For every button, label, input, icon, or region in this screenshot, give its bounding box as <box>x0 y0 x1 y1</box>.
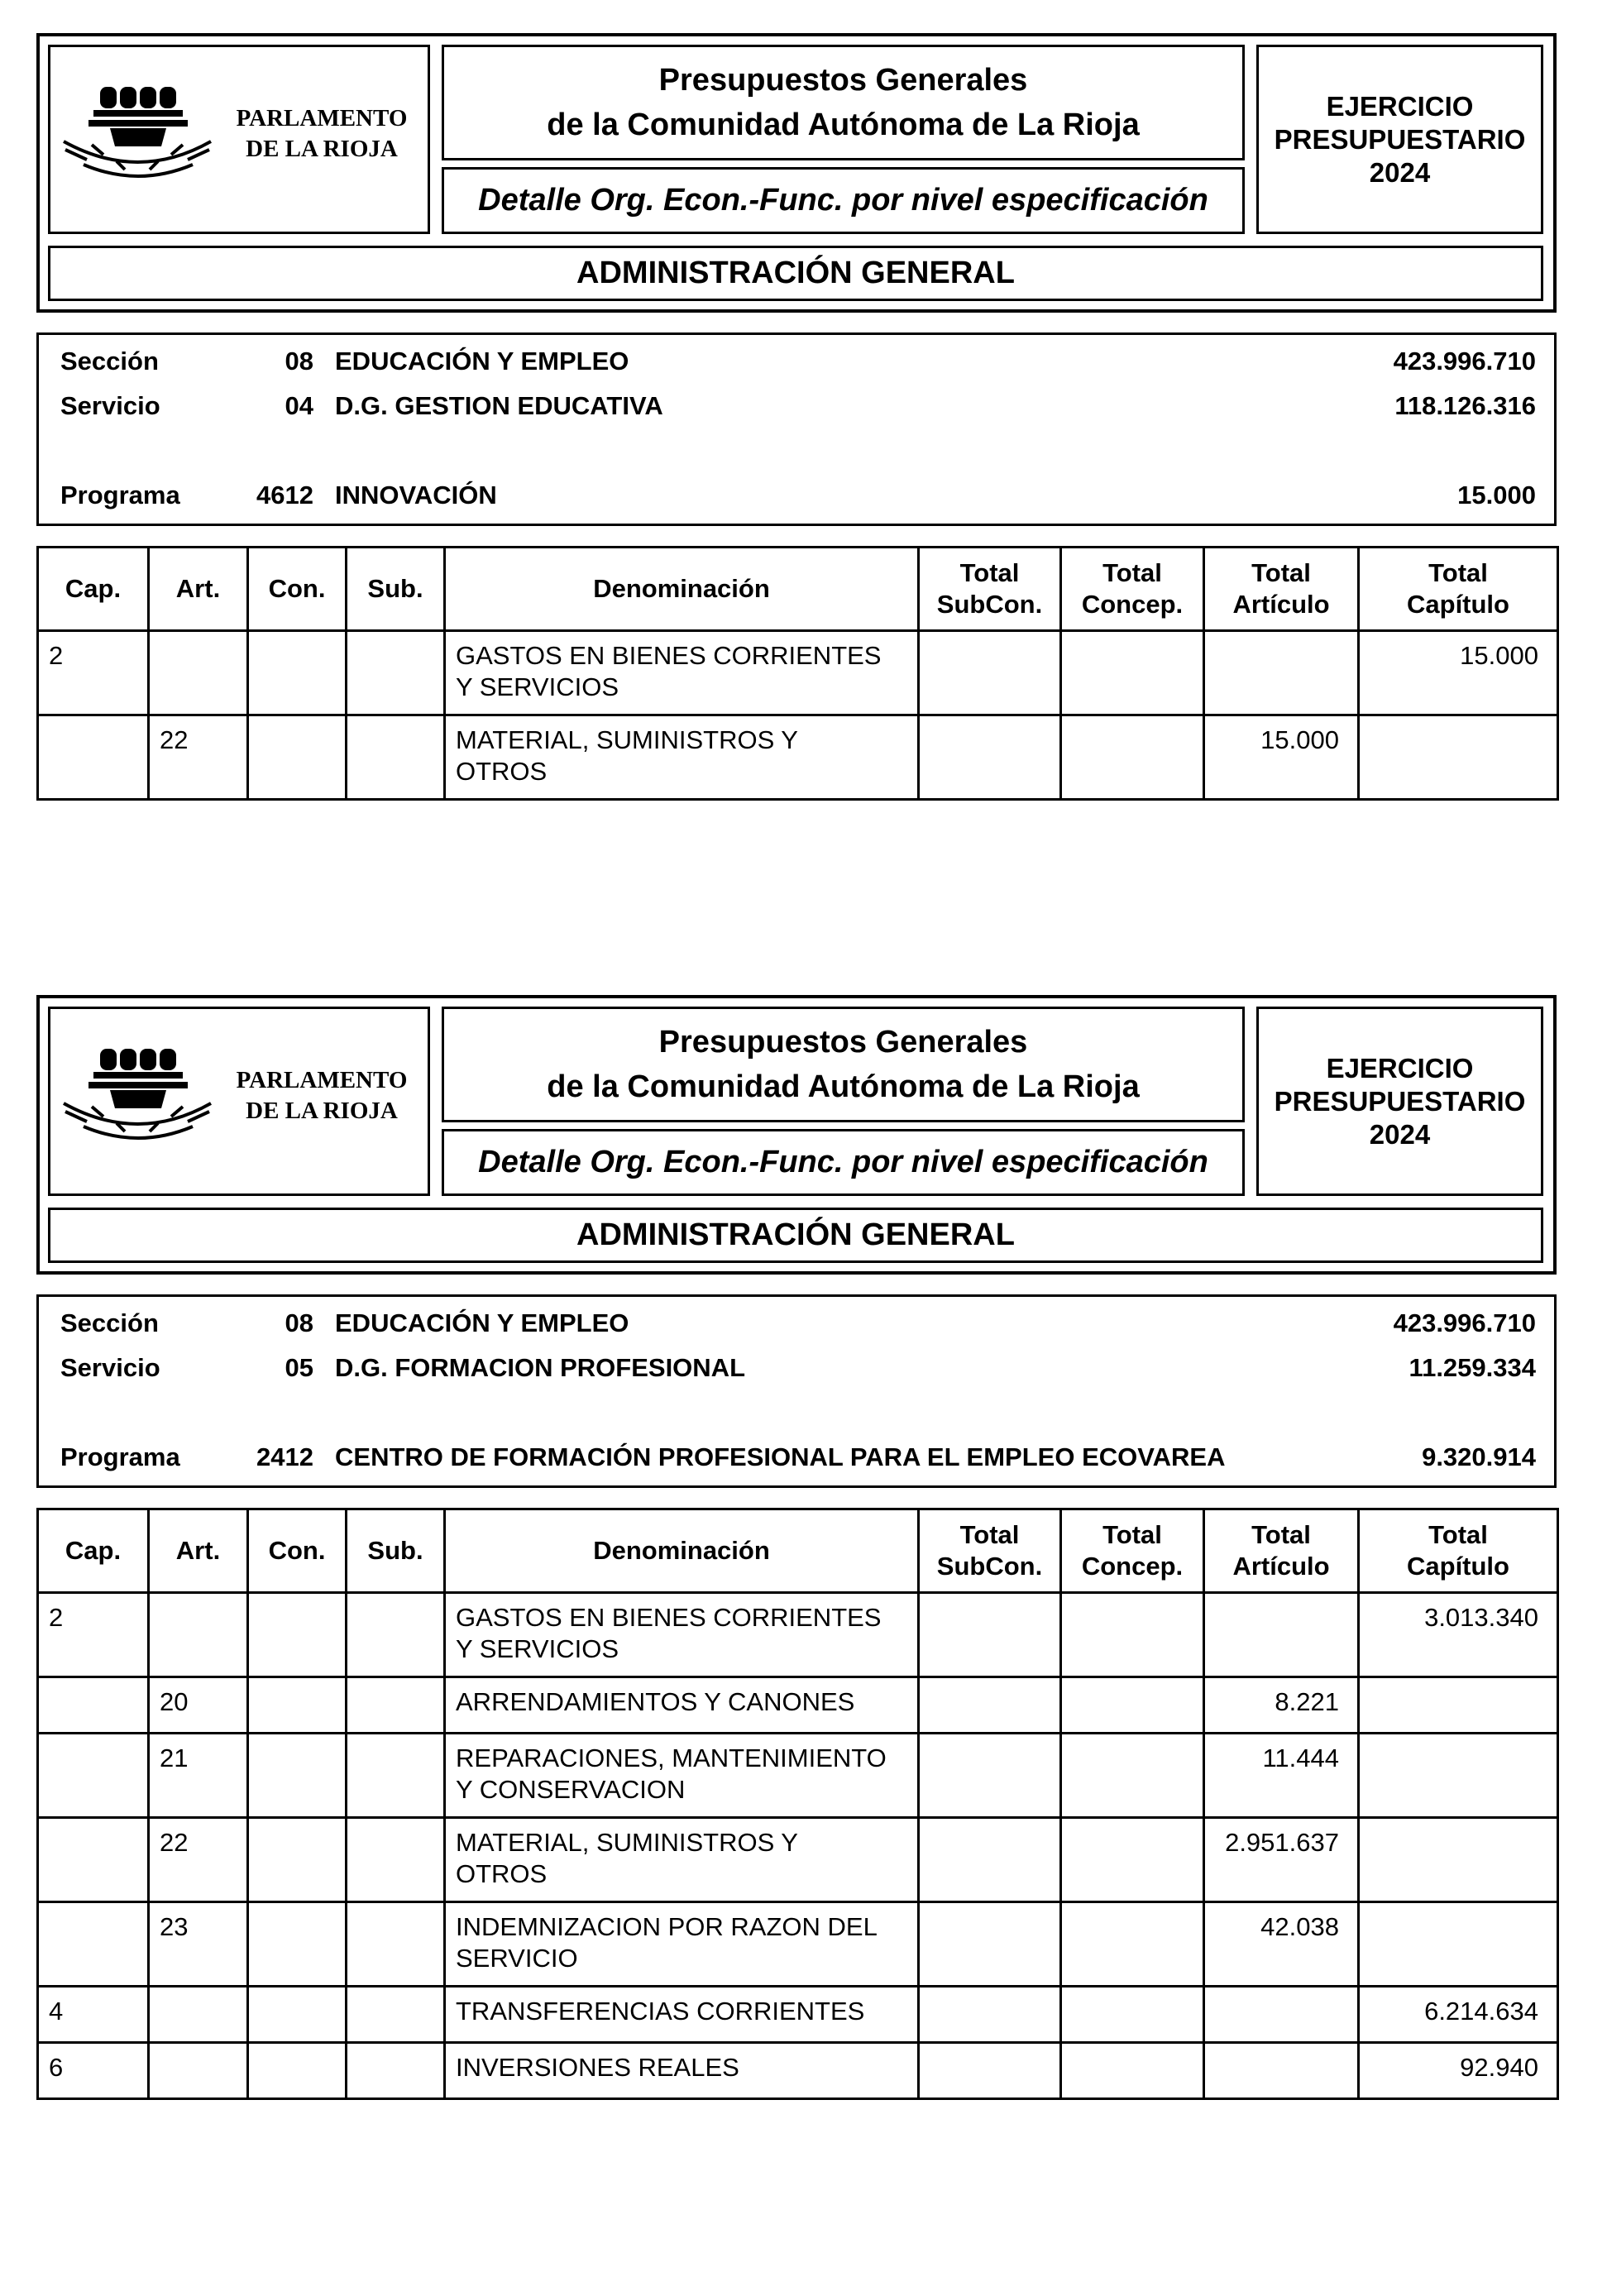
denominacion-line-2: Y CONSERVACION <box>456 1775 686 1804</box>
cell-cap: 2 <box>38 631 149 715</box>
seccion-code: 08 <box>285 1308 313 1337</box>
col-total-concep <box>1061 1509 1204 1593</box>
year-line-1: EJERCICIO <box>1326 1052 1474 1083</box>
denominacion-line-1: ARRENDAMIENTOS Y CANONES <box>456 1687 855 1716</box>
col-total-articulo-l1: Total <box>1251 558 1311 587</box>
col-total-articulo <box>1204 1509 1359 1593</box>
cell-total-capitulo: 3.013.340 <box>1359 1593 1558 1677</box>
cell-total-subcon <box>919 2043 1061 2099</box>
denominacion-line-2: Y SERVICIOS <box>456 672 619 701</box>
servicio-name: D.G. FORMACION PROFESIONAL <box>335 1353 745 1382</box>
cell-art <box>149 1987 248 2043</box>
col-total-articulo-l1: Total <box>1251 1520 1311 1549</box>
cell-con <box>248 2043 347 2099</box>
year-line-2: PRESUPUESTARIO <box>1274 1085 1526 1117</box>
cell-total-articulo <box>1204 1593 1359 1677</box>
cell-con <box>248 631 347 715</box>
cell-total-concep <box>1061 1593 1204 1677</box>
logo-text-line-2: DE LA RIOJA <box>246 1098 398 1124</box>
logo-text-line-1: PARLAMENTO <box>236 105 408 132</box>
col-total-concep-l1: Total <box>1102 1520 1162 1549</box>
cell-sub <box>347 1734 445 1818</box>
parliament-logo-icon <box>59 1044 216 1143</box>
cell-total-articulo <box>1204 1987 1359 2043</box>
servicio-code: 05 <box>285 1353 313 1382</box>
col-sub: Sub. <box>347 548 445 631</box>
cell-denominacion <box>445 1677 919 1734</box>
document-subtitle: Detalle Org. Econ.-Func. por nivel especificación <box>442 1129 1245 1196</box>
servicio-code: 04 <box>285 391 313 420</box>
table-row <box>38 2043 1558 2099</box>
budget-detail-table <box>36 546 1559 801</box>
programa-label: Programa <box>60 1442 180 1471</box>
col-cap: Cap. <box>38 548 149 631</box>
cell-total-subcon <box>919 1818 1061 1902</box>
budget-detail-table <box>36 1508 1559 2100</box>
cell-total-articulo: 15.000 <box>1204 715 1359 800</box>
cell-denominacion <box>445 1734 919 1818</box>
title-line-1: Presupuestos Generales <box>658 63 1028 98</box>
cell-total-subcon <box>919 1734 1061 1818</box>
servicio-label: Servicio <box>60 391 160 420</box>
cell-cap <box>38 1902 149 1987</box>
table-row <box>38 1677 1558 1734</box>
cell-con <box>248 1677 347 1734</box>
col-total-subcon <box>919 548 1061 631</box>
cell-total-articulo: 42.038 <box>1204 1902 1359 1987</box>
servicio-row <box>39 391 1554 424</box>
programa-name: CENTRO DE FORMACIÓN PROFESIONAL PARA EL EMPLEO ECOVAREA <box>335 1442 1226 1471</box>
cell-total-concep <box>1061 1818 1204 1902</box>
cell-total-concep <box>1061 1677 1204 1734</box>
servicio-row <box>39 1353 1554 1386</box>
cell-total-capitulo: 6.214.634 <box>1359 1987 1558 2043</box>
programa-amount: 15.000 <box>1457 481 1536 509</box>
cell-total-concep <box>1061 1987 1204 2043</box>
cell-total-subcon <box>919 1677 1061 1734</box>
col-total-subcon-l1: Total <box>959 558 1020 587</box>
col-total-capitulo-l2: Capítulo <box>1407 1552 1509 1581</box>
denominacion-line-1: INDEMNIZACION POR RAZON DEL <box>456 1912 878 1941</box>
servicio-amount: 11.259.334 <box>1409 1353 1536 1382</box>
cell-cap: 2 <box>38 1593 149 1677</box>
col-total-subcon-l2: SubCon. <box>936 1552 1043 1581</box>
administration-title: ADMINISTRACIÓN GENERAL <box>48 1208 1543 1263</box>
table-row <box>38 1987 1558 2043</box>
col-total-subcon <box>919 1509 1061 1593</box>
cell-total-subcon <box>919 1987 1061 2043</box>
cell-sub <box>347 1902 445 1987</box>
cell-sub <box>347 1818 445 1902</box>
table-row <box>38 1818 1558 1902</box>
col-total-articulo-l2: Artículo <box>1232 590 1330 619</box>
col-total-subcon-l2: SubCon. <box>936 590 1043 619</box>
cell-art: 21 <box>149 1734 248 1818</box>
cell-total-capitulo: 15.000 <box>1359 631 1558 715</box>
cell-total-concep <box>1061 1734 1204 1818</box>
col-con: Con. <box>248 1509 347 1593</box>
seccion-name: EDUCACIÓN Y EMPLEO <box>335 347 629 375</box>
cell-con <box>248 715 347 800</box>
col-total-capitulo <box>1359 1509 1558 1593</box>
denominacion-line-1: REPARACIONES, MANTENIMIENTO <box>456 1744 887 1772</box>
cell-con <box>248 1902 347 1987</box>
document-title <box>442 45 1245 160</box>
document-header <box>36 33 1557 313</box>
programa-name: INNOVACIÓN <box>335 481 497 509</box>
programa-row <box>39 1442 1554 1476</box>
logo-text <box>222 1065 421 1126</box>
document-title <box>442 1007 1245 1122</box>
col-total-articulo-l2: Artículo <box>1232 1552 1330 1581</box>
servicio-label: Servicio <box>60 1353 160 1382</box>
table-row <box>38 1593 1558 1677</box>
col-total-concep-l1: Total <box>1102 558 1162 587</box>
col-total-concep-l2: Concep. <box>1081 590 1184 619</box>
cell-art <box>149 2043 248 2099</box>
table-row <box>38 1902 1558 1987</box>
logo-box <box>48 1007 430 1196</box>
organization-summary <box>36 332 1557 526</box>
denominacion-line-2: Y SERVICIOS <box>456 1634 619 1663</box>
programa-amount: 9.320.914 <box>1422 1442 1536 1471</box>
programa-row <box>39 481 1554 514</box>
cell-art <box>149 631 248 715</box>
year-line-3: 2024 <box>1369 1118 1431 1150</box>
seccion-name: EDUCACIÓN Y EMPLEO <box>335 1308 629 1337</box>
year-line-3: 2024 <box>1369 156 1431 188</box>
budget-block-2 <box>36 995 1557 2100</box>
cell-total-subcon <box>919 1902 1061 1987</box>
administration-title: ADMINISTRACIÓN GENERAL <box>48 246 1543 301</box>
cell-total-articulo: 2.951.637 <box>1204 1818 1359 1902</box>
cell-total-capitulo: 92.940 <box>1359 2043 1558 2099</box>
cell-denominacion <box>445 1818 919 1902</box>
parliament-logo-icon <box>59 82 216 181</box>
col-art: Art. <box>149 1509 248 1593</box>
seccion-amount: 423.996.710 <box>1393 347 1536 375</box>
cell-art <box>149 1593 248 1677</box>
title-line-2: de la Comunidad Autónoma de La Rioja <box>547 108 1140 142</box>
cell-cap: 6 <box>38 2043 149 2099</box>
title-line-1: Presupuestos Generales <box>658 1025 1028 1060</box>
table-header-row <box>38 548 1558 631</box>
cell-total-concep <box>1061 1902 1204 1987</box>
seccion-label: Sección <box>60 347 159 375</box>
cell-art: 22 <box>149 1818 248 1902</box>
col-total-articulo <box>1204 548 1359 631</box>
year-line-1: EJERCICIO <box>1326 90 1474 122</box>
servicio-amount: 118.126.316 <box>1394 391 1536 420</box>
cell-total-concep <box>1061 2043 1204 2099</box>
cell-total-subcon <box>919 631 1061 715</box>
cell-sub <box>347 1677 445 1734</box>
table-row <box>38 1734 1558 1818</box>
denominacion-line-2: OTROS <box>456 1859 548 1888</box>
cell-total-capitulo <box>1359 1677 1558 1734</box>
servicio-name: D.G. GESTION EDUCATIVA <box>335 391 663 420</box>
table-row <box>38 715 1558 800</box>
col-art: Art. <box>149 548 248 631</box>
cell-sub <box>347 1593 445 1677</box>
col-total-concep-l2: Concep. <box>1081 1552 1184 1581</box>
seccion-row <box>39 347 1554 380</box>
col-total-capitulo-l1: Total <box>1428 558 1488 587</box>
cell-total-articulo: 11.444 <box>1204 1734 1359 1818</box>
cell-art: 23 <box>149 1902 248 1987</box>
cell-total-articulo <box>1204 631 1359 715</box>
programa-code: 2412 <box>256 1442 313 1471</box>
col-denominacion: Denominación <box>445 548 919 631</box>
cell-total-subcon <box>919 715 1061 800</box>
cell-total-capitulo <box>1359 1902 1558 1987</box>
col-total-capitulo <box>1359 548 1558 631</box>
seccion-amount: 423.996.710 <box>1393 1308 1536 1337</box>
cell-total-concep <box>1061 715 1204 800</box>
cell-total-capitulo <box>1359 1734 1558 1818</box>
denominacion-line-1: INVERSIONES REALES <box>456 2053 739 2082</box>
cell-sub <box>347 2043 445 2099</box>
cell-cap <box>38 1818 149 1902</box>
seccion-code: 08 <box>285 347 313 375</box>
cell-art: 20 <box>149 1677 248 1734</box>
denominacion-line-1: GASTOS EN BIENES CORRIENTES <box>456 1603 882 1632</box>
document-subtitle: Detalle Org. Econ.-Func. por nivel especificación <box>442 167 1245 234</box>
logo-text-line-1: PARLAMENTO <box>236 1067 408 1093</box>
col-cap: Cap. <box>38 1509 149 1593</box>
cell-total-subcon <box>919 1593 1061 1677</box>
cell-total-capitulo <box>1359 715 1558 800</box>
cell-total-capitulo <box>1359 1818 1558 1902</box>
cell-cap <box>38 1677 149 1734</box>
cell-denominacion <box>445 715 919 800</box>
budget-block-1 <box>36 33 1557 801</box>
denominacion-line-2: OTROS <box>456 757 548 786</box>
cell-total-articulo: 8.221 <box>1204 1677 1359 1734</box>
cell-denominacion <box>445 2043 919 2099</box>
cell-cap <box>38 1734 149 1818</box>
cell-total-articulo <box>1204 2043 1359 2099</box>
seccion-label: Sección <box>60 1308 159 1337</box>
cell-con <box>248 1734 347 1818</box>
col-total-capitulo-l1: Total <box>1428 1520 1488 1549</box>
fiscal-year-box <box>1256 45 1543 234</box>
col-total-concep <box>1061 548 1204 631</box>
programa-label: Programa <box>60 481 180 509</box>
denominacion-line-1: TRANSFERENCIAS CORRIENTES <box>456 1997 865 2026</box>
cell-sub <box>347 1987 445 2043</box>
col-sub: Sub. <box>347 1509 445 1593</box>
col-con: Con. <box>248 548 347 631</box>
denominacion-line-1: MATERIAL, SUMINISTROS Y <box>456 725 798 754</box>
document-header <box>36 995 1557 1275</box>
cell-con <box>248 1987 347 2043</box>
cell-cap <box>38 715 149 800</box>
table-header-row <box>38 1509 1558 1593</box>
denominacion-line-2: SERVICIO <box>456 1944 578 1973</box>
logo-text <box>222 103 421 165</box>
cell-denominacion <box>445 1902 919 1987</box>
denominacion-line-1: GASTOS EN BIENES CORRIENTES <box>456 641 882 670</box>
cell-sub <box>347 631 445 715</box>
table-row <box>38 631 1558 715</box>
denominacion-line-1: MATERIAL, SUMINISTROS Y <box>456 1828 798 1857</box>
cell-cap: 4 <box>38 1987 149 2043</box>
logo-box <box>48 45 430 234</box>
cell-con <box>248 1593 347 1677</box>
col-total-capitulo-l2: Capítulo <box>1407 590 1509 619</box>
organization-summary <box>36 1294 1557 1488</box>
cell-con <box>248 1818 347 1902</box>
seccion-row <box>39 1308 1554 1342</box>
cell-denominacion <box>445 631 919 715</box>
year-line-2: PRESUPUESTARIO <box>1274 123 1526 155</box>
cell-total-concep <box>1061 631 1204 715</box>
col-total-subcon-l1: Total <box>959 1520 1020 1549</box>
fiscal-year-box <box>1256 1007 1543 1196</box>
logo-text-line-2: DE LA RIOJA <box>246 136 398 162</box>
cell-denominacion <box>445 1987 919 2043</box>
programa-code: 4612 <box>256 481 313 509</box>
col-denominacion: Denominación <box>445 1509 919 1593</box>
cell-denominacion <box>445 1593 919 1677</box>
cell-sub <box>347 715 445 800</box>
cell-art: 22 <box>149 715 248 800</box>
title-line-2: de la Comunidad Autónoma de La Rioja <box>547 1069 1140 1104</box>
